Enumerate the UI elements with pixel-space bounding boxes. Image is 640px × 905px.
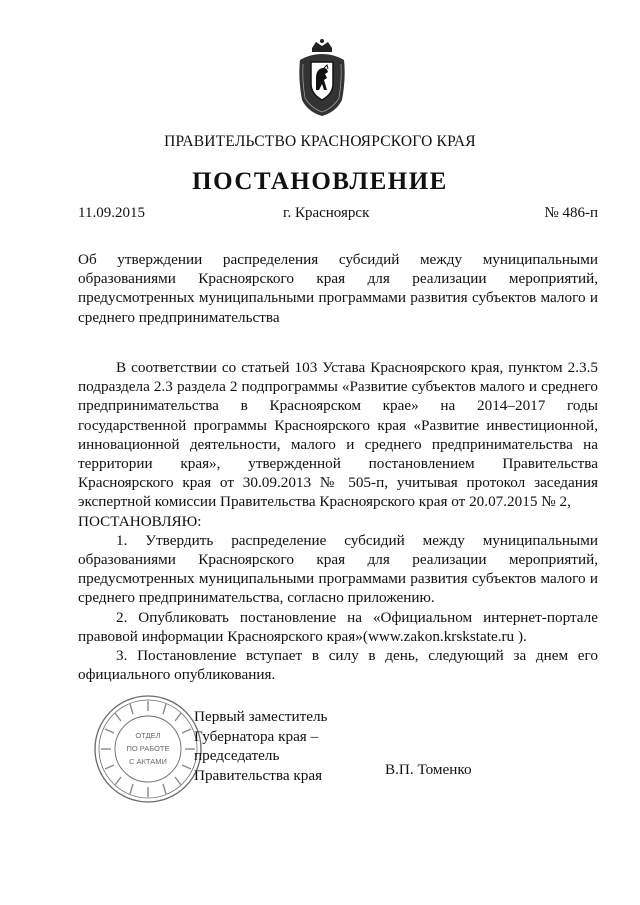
item-1-paragraph: 1. Утвердить распределение субсидий между муниципальными образованиями Красноярского края для реализации мероприятий, предусмотренных муниципальными программами развития субъектов малого и среднего предпринимательства, согласно приложению. [78, 531, 598, 607]
document-number: № 486-п [544, 205, 598, 221]
subject-text: Об утверждении распределения субсидий между муниципальными образованиями Красноярского края для реализации мероприятий, предусмотренных муниципальными программами развития субъектов малого и среднего предпринимательства [78, 251, 598, 326]
signature-block [194, 707, 327, 785]
item-3-paragraph: 3. Постановление вступает в силу в день, следующий за днем его официального опубликования. [78, 647, 598, 684]
document-body [78, 358, 598, 684]
stamp-line-3: С АКТАМИ [129, 757, 167, 766]
official-stamp [92, 693, 204, 805]
item-2-paragraph: 2. Опубликовать постановление на «Официальном интернет-портале правовой информации Красноярского края»(www.zakon.krskstate.ru ). [78, 608, 598, 645]
stamp-line-2: ПО РАБОТЕ [126, 744, 170, 753]
signer-position-line-1: Первый заместитель [194, 708, 328, 725]
resolve-heading: ПОСТАНОВЛЯЮ: [78, 512, 202, 530]
signer-position-line-4: Правительства края [194, 766, 323, 784]
coat-of-arms-emblem [294, 38, 350, 118]
document-city: г. Красноярск [283, 205, 370, 221]
stamp-line-1: ОТДЕЛ [135, 731, 161, 740]
document-type-title: ПОСТАНОВЛЕНИЕ [192, 168, 448, 195]
government-name: ПРАВИТЕЛЬСТВО КРАСНОЯРСКОГО КРАЯ [164, 133, 476, 150]
signer-position-line-3: председатель [194, 747, 280, 764]
document-date: 11.09.2015 [78, 205, 145, 221]
document-subject [78, 250, 598, 327]
signer-position-line-2: Губернатора края – [194, 727, 319, 745]
preamble-paragraph: В соответствии со статьей 103 Устава Красноярского края, пунктом 2.3.5 подраздела 2.3 раздела 2 подпрограммы «Развитие субъектов малого и среднего предпринимательства в Красноярском крае» на 2014–2017 годы государственной программы Красноярского края «Развитие инвестиционной, инновационной деятельности, малого и среднего предпринимательства на территории края», утвержденной постановлением Правительства Красноярского края от 30.09.2013 № 505-п, учитывая протокол заседания экспертной комиссии Правительства Красноярского края от 20.07.2015 № 2, [78, 359, 598, 511]
signer-name: В.П. Томенко [385, 761, 472, 778]
